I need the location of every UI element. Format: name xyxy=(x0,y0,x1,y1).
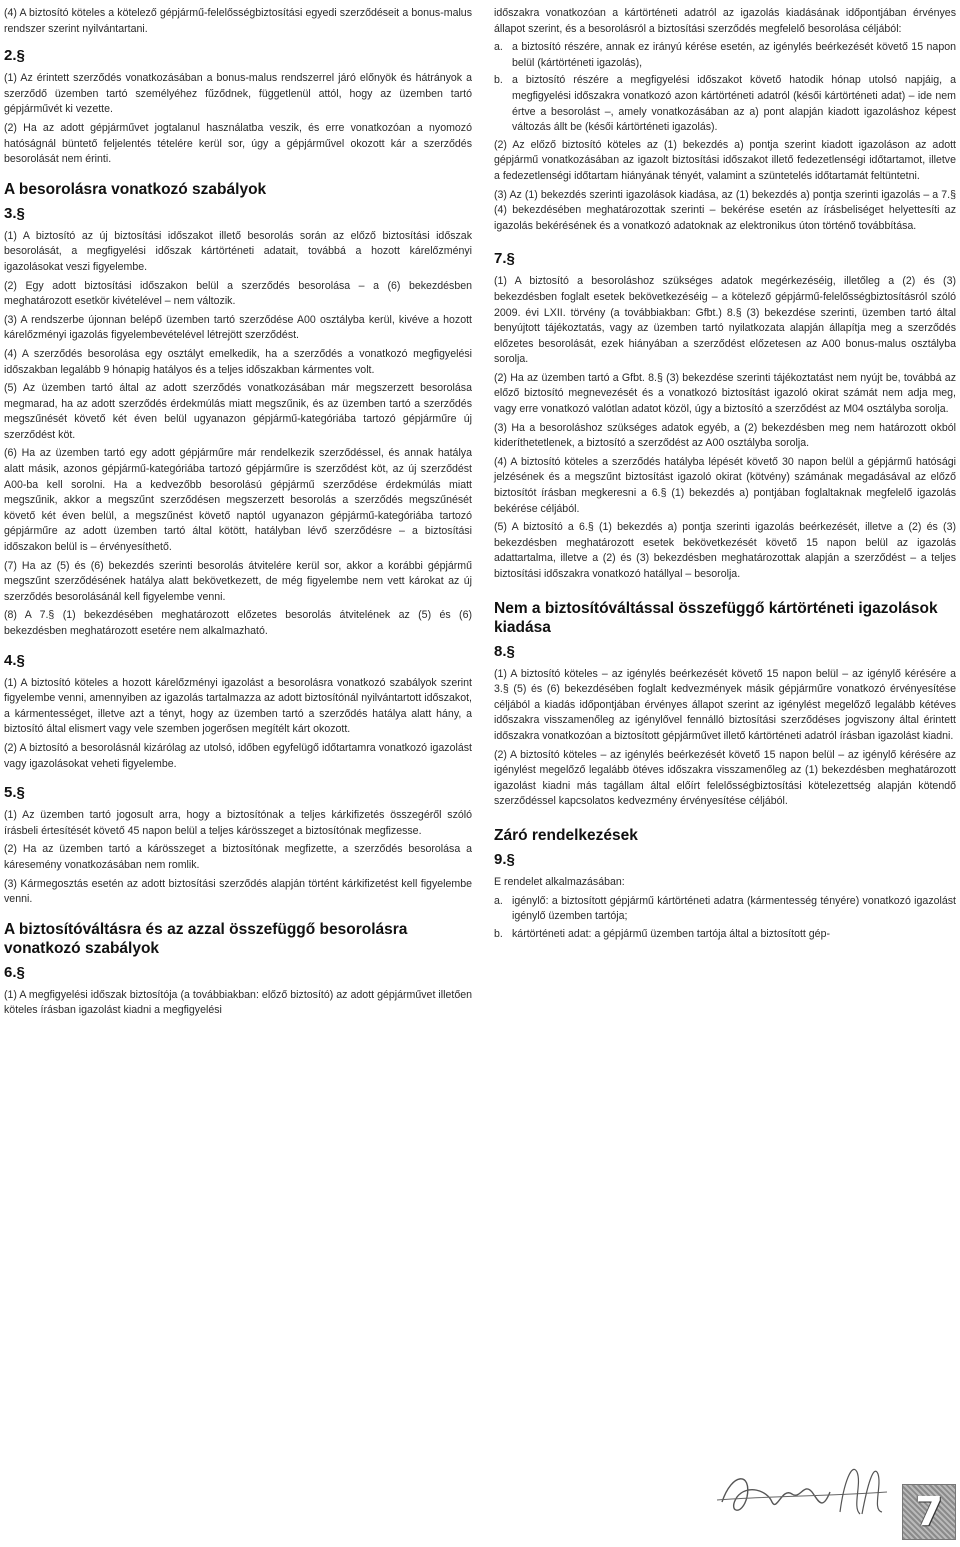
paragraph: (3) Az (1) bekezdés szerinti igazolások kiadása, az (1) bekezdés a) pontja szerinti igazolás – a 7.§ (4) bekezdésében meghatározottak szerinti – bekérése esetén az írásbeliséget helyettesíti az igazolás bekérésének és a vonatkozó adatoknak az elektronikus úton történő továbbítása. xyxy=(494,188,956,232)
paragraph: időszakra vonatkozóan a kártörténeti adatról az igazolás kiadásának időpontjában érvényes állapot szerint, és a besorolásról a biztosítási szerződés megfelelő besorolása céljából: xyxy=(494,7,956,35)
section-heading: Záró rendelkezések xyxy=(494,826,638,844)
paragraph: (4) A szerződés besorolása egy osztályt emelkedik, ha a szerződés a vonatkozó megfigyelési időszakban legalább 9 hónapig hatályos és a teljes időszakban kármentes volt. xyxy=(4,347,472,376)
list-item-text: igénylő: a biztosított gépjármű kártörténeti adatra (kármentesség tényére) vonatkozó igazolást igénylő üzemben tartója; xyxy=(512,894,956,923)
list-item-label: b. xyxy=(494,74,503,87)
paragraph: (4) A biztosító köteles a kötelező gépjármű-felelősségbiztosítási egyedi szerződéseit a bonus-malus rendszer szerint nyilvántartani. xyxy=(4,7,472,35)
paragraph: (1) A biztosító az új biztosítási időszakot illető besorolás során az előző biztosítási időszak besorolását, a megfigyelési időszak kártörténeti adatait, továbbá a hozott kárelőzményi igazolásokat veszi figyelembe. xyxy=(4,229,472,273)
paragraph: (1) Az érintett szerződés vonatkozásában a bonus-malus rendszerrel járó előnyök és hátrányok a szerződő üzemben tartó személyéhez fűződnek, függetlenül attól, hogy az üzemben tartó gépjárművét ki vezette. xyxy=(4,72,472,116)
paragraph: (8) A 7.§ (1) bekezdésében meghatározott előzetes besorolás átvitelének az (5) és (6) bekezdésben meghatározott esetére nem alkalmazható. xyxy=(4,609,472,637)
list-item xyxy=(494,894,956,925)
list-item xyxy=(494,73,956,135)
paragraph: (2) Ha az üzemben tartó a kárösszeget a biztosítónak megfizette, a szerződés besorolása a káresemény vonatkozásában nem romlik. xyxy=(4,843,472,871)
paragraph: (3) A rendszerbe újonnan belépő üzemben tartó szerződése A00 osztályba kerül, kivéve a hozott kárelőzményi igazolás figyelembevételével létrejött szerződést. xyxy=(4,313,472,342)
paragraph: (7) Ha az (5) és (6) bekezdés szerinti besorolás átvitelére kerül sor, akkor a korábbi gépjármű megszűnt szerződésének hatálya alatt bekövetkezett, de még figyelembe nem vett károkat az új szerződés besorolásánál kell figyelembe venni. xyxy=(4,559,472,603)
list-item-label: b. xyxy=(494,927,503,940)
list-item-label: a. xyxy=(494,894,503,907)
paragraph: (5) Az üzemben tartó által az adott szerződés vonatkozásában már megszerzett besorolása megmarad, ha az adott szerződés érdekmúlás miatt megszűnik, és az üzemben tartó a szerződés megszűnését követő két éven belül ugyanazon gépjármű-kategóriába tartozó gépjárműre új szerződést köt. xyxy=(4,382,472,441)
paragraph: (2) Ha az adott gépjárművet jogtalanul használatba veszik, és erre vonatkozóan a nyomozó hatóságnál büntető feljelentés tételére kerül sor, úgy a gépjárművel okozott kár a szerződés besorolását nem érinti. xyxy=(4,121,472,166)
paragraph: (3) Ha a besoroláshoz szükséges adatok egyéb, a (2) bekezdésben meg nem határozott okból kideríthetetlenek, a biztosító a szerződést az A00 osztályba sorolja. xyxy=(494,421,956,450)
section-number: 4.§ xyxy=(4,651,25,669)
section-number: 2.§ xyxy=(4,47,25,65)
page-number: 7 xyxy=(915,1489,943,1535)
list-item-text: a biztosító részére a megfigyelési időszakot követő hatodik hónap utolsó napjáig, a megfigyelési időszakra vonatkozó azon kártörténeti adatról (késői kártörténeti adat) – ide nem értve a besorolást –, amely vonatkozásában az a) pont alapján kiadott igazoláshoz képest változás állt be (késői kártörténeti igazolás). xyxy=(512,74,956,134)
list-item xyxy=(494,40,956,71)
paragraph: (1) A megfigyelési időszak biztosítója (a továbbiakban: előző biztosító) az adott gépjárművet illetően köteles írásban igazolást kiadni a megfigyelési xyxy=(4,988,472,1017)
handwritten-signature-icon xyxy=(712,1452,892,1532)
section-heading: Nem a biztosítóváltással összefüggő kártörténeti igazolások kiadása xyxy=(494,599,938,636)
section-number: 6.§ xyxy=(4,963,25,981)
paragraph: E rendelet alkalmazásában: xyxy=(494,875,625,888)
left-column xyxy=(4,6,472,1022)
section-number: 5.§ xyxy=(4,784,25,802)
paragraph: (2) Ha az üzemben tartó a Gfbt. 8.§ (3) bekezdése szerinti tájékoztatást nem nyújt be, továbbá az előző biztosító megnevezését és a vonatkozó biztosítást igazoló okirat számát nem adja meg, vagy erre vonatkozó valótlan adatot közöl, úgy a biztosító a szerződést az M04 osztályba sorolja. xyxy=(494,371,956,416)
paragraph: (2) Egy adott biztosítási időszakon belül a szerződés besorolása – a (6) bekezdésben meghatározott esetkör kivételével – nem változik. xyxy=(4,279,472,308)
paragraph: (1) A biztosító köteles – az igénylés beérkezését követő 15 napon belül – az igénylő kérésére a 3.§ (5) és (6) bekezdésében foglalt kedvezmények másik gépjárműre vonatkozó érvényesítése céljából a kiadás időpontjában érvényes állapot szerint az igénylést megelőző legalább kétéves időszakra visszamenőleg az igénylővel fennálló biztosítási szerződéses jogviszony által érintett időszakra vonatkozóan a biztosított gépjárművet illető kártörténeti adatról írásban igazolást kiadni. xyxy=(494,667,956,742)
paragraph: (6) Ha az üzemben tartó egy adott gépjárműre már rendelkezik szerződéssel, és annak hatálya alatt másik, azonos gépjármű-kategóriába tartozó gépjárműre is szerződést köt, az új szerződést A00-ba kell sorolni. Ha a kedvezőbb besorolású gépjármű szerződése érdekmúlás miatt megszűnik, akkor a megszűnt szerződésen megszerzett besorolás a szerződés megszűnését követő két éven belül, a megszűnést követő naptól ugyanazon gépjármű-kategóriába tartozó gépjárműre az adott üzemben tartó által kötött, hatályban lévő szerződésre – a biztosítási időszakon belül is – érvényesíthető. xyxy=(4,447,472,554)
paragraph: (2) Az előző biztosító köteles az (1) bekezdés a) pontja szerint kiadott igazoláson az adott gépjármű vonatkozásában az igazolt biztosítási időszakot illető fedezetlenségi időtartamot, illetve a fedezetlenségi időtartam hiányának tényét, valamint a szüntetelés időtartamát feltüntetni. xyxy=(494,138,956,182)
section-heading: A biztosítóváltásra és az azzal összefüggő besorolásra vonatkozó szabályok xyxy=(4,920,408,957)
section-number: 7.§ xyxy=(494,250,515,268)
paragraph: (4) A biztosító köteles a szerződés hatályba lépését követő 30 napon belül a gépjármű hatósági jelzésének és a megszűnt biztosítást igazoló okirat (kötvény) számának megadásával az előző biztosítót írásban megkeresni a 6.§ (1) bekezdés a) pontjában foglaltaknak megfelelő igazolás bekérése céljából. xyxy=(494,455,956,515)
section-number: 8.§ xyxy=(494,642,515,660)
section-heading: A besorolásra vonatkozó szabályok xyxy=(4,180,267,198)
paragraph: (2) A biztosító a besorolásnál kizárólag az utolsó, időben egyfelügő időtartamra vonatkozó igazolást vagy igazolásokat veheti figyelembe. xyxy=(4,741,472,770)
section-number: 3.§ xyxy=(4,204,25,222)
list-item-text: a biztosító részére, annak ez irányú kérése esetén, az igénylés beérkezését követő 15 napon belül (kártörténeti igazolás), xyxy=(512,41,956,69)
paragraph: (5) A biztosító a 6.§ (1) bekezdés a) pontja szerinti igazolás beérkezését, illetve a (2) és (3) bekezdésben meghatározott esetek bekövetkezését követő 15 napon belül az igazolás adattartalma, illetve a (2) és (3) bekezdésben meghatározottak alapján a szerződést – a teljes biztosítási időszakra vonatkozó hatállyal – besorolja. xyxy=(494,521,956,580)
paragraph: (1) Az üzemben tartó jogosult arra, hogy a biztosítónak a teljes kárkifizetés összegéről szóló írásbeli értesítését követő 45 napon belül a teljes kárösszeget a biztosítónak megfizesse. xyxy=(4,809,472,837)
paragraph: (3) Kármegosztás esetén az adott biztosítási szerződés alapján történt kárkifizetést kell figyelembe venni. xyxy=(4,877,472,906)
list-item xyxy=(494,927,956,943)
right-column xyxy=(494,6,956,944)
paragraph: (2) A biztosító köteles – az igénylés beérkezését követő 15 napon belül – az igénylő kérésére az igénylést megelőző legalább ötéves időszakra visszamenőleg az (1) bekezdésben meghatározott igazolást kiadni más tagállam által előírt felelősségbiztosítási kötelezettség alapján kötendő szerződéssel kapcsolatos kedvezmény érvényesítése céljából. xyxy=(494,748,956,808)
paragraph: (1) A biztosító a besoroláshoz szükséges adatok megérkezéséig, illetőleg a (2) és (3) bekezdésben foglalt esetek bekövetkezéséig – a kötelező gépjármű-felelősségbiztosításról szóló 2009. évi LXII. törvény (a továbbiakban: Gfbt.) 8.§ (3) bekezdése szerinti, üzemben tartó által benyújtott tájékoztatás, vagy az üzemben tartó nyilatkozata alapján állapítja meg a szerződés előzetes besorolását, ezek hiányában a szerződést előzetesen az A00 bonus-malus osztályba sorolja. xyxy=(494,275,956,366)
list-item-label: a. xyxy=(494,41,503,54)
section-number: 9.§ xyxy=(494,850,515,868)
page-number-badge xyxy=(902,1484,956,1540)
paragraph: (1) A biztosító köteles a hozott kárelőzményi igazolást a besorolásra vonatkozó szabályok szerint figyelembe venni, amennyiben az igazolás tartalmazza az adott biztosítónál nyilvántartott időszakot, a kármentességet, illetve azt a tényt, hogy az üzemben tartó a szerződés hatálya alatt hány, a biztosító által elismert vagy vele szemben jogerősen megítélt kárt okozott. xyxy=(4,676,472,736)
list-item-text: kártörténeti adat: a gépjármű üzemben tartója által a biztosított gép- xyxy=(512,927,830,940)
